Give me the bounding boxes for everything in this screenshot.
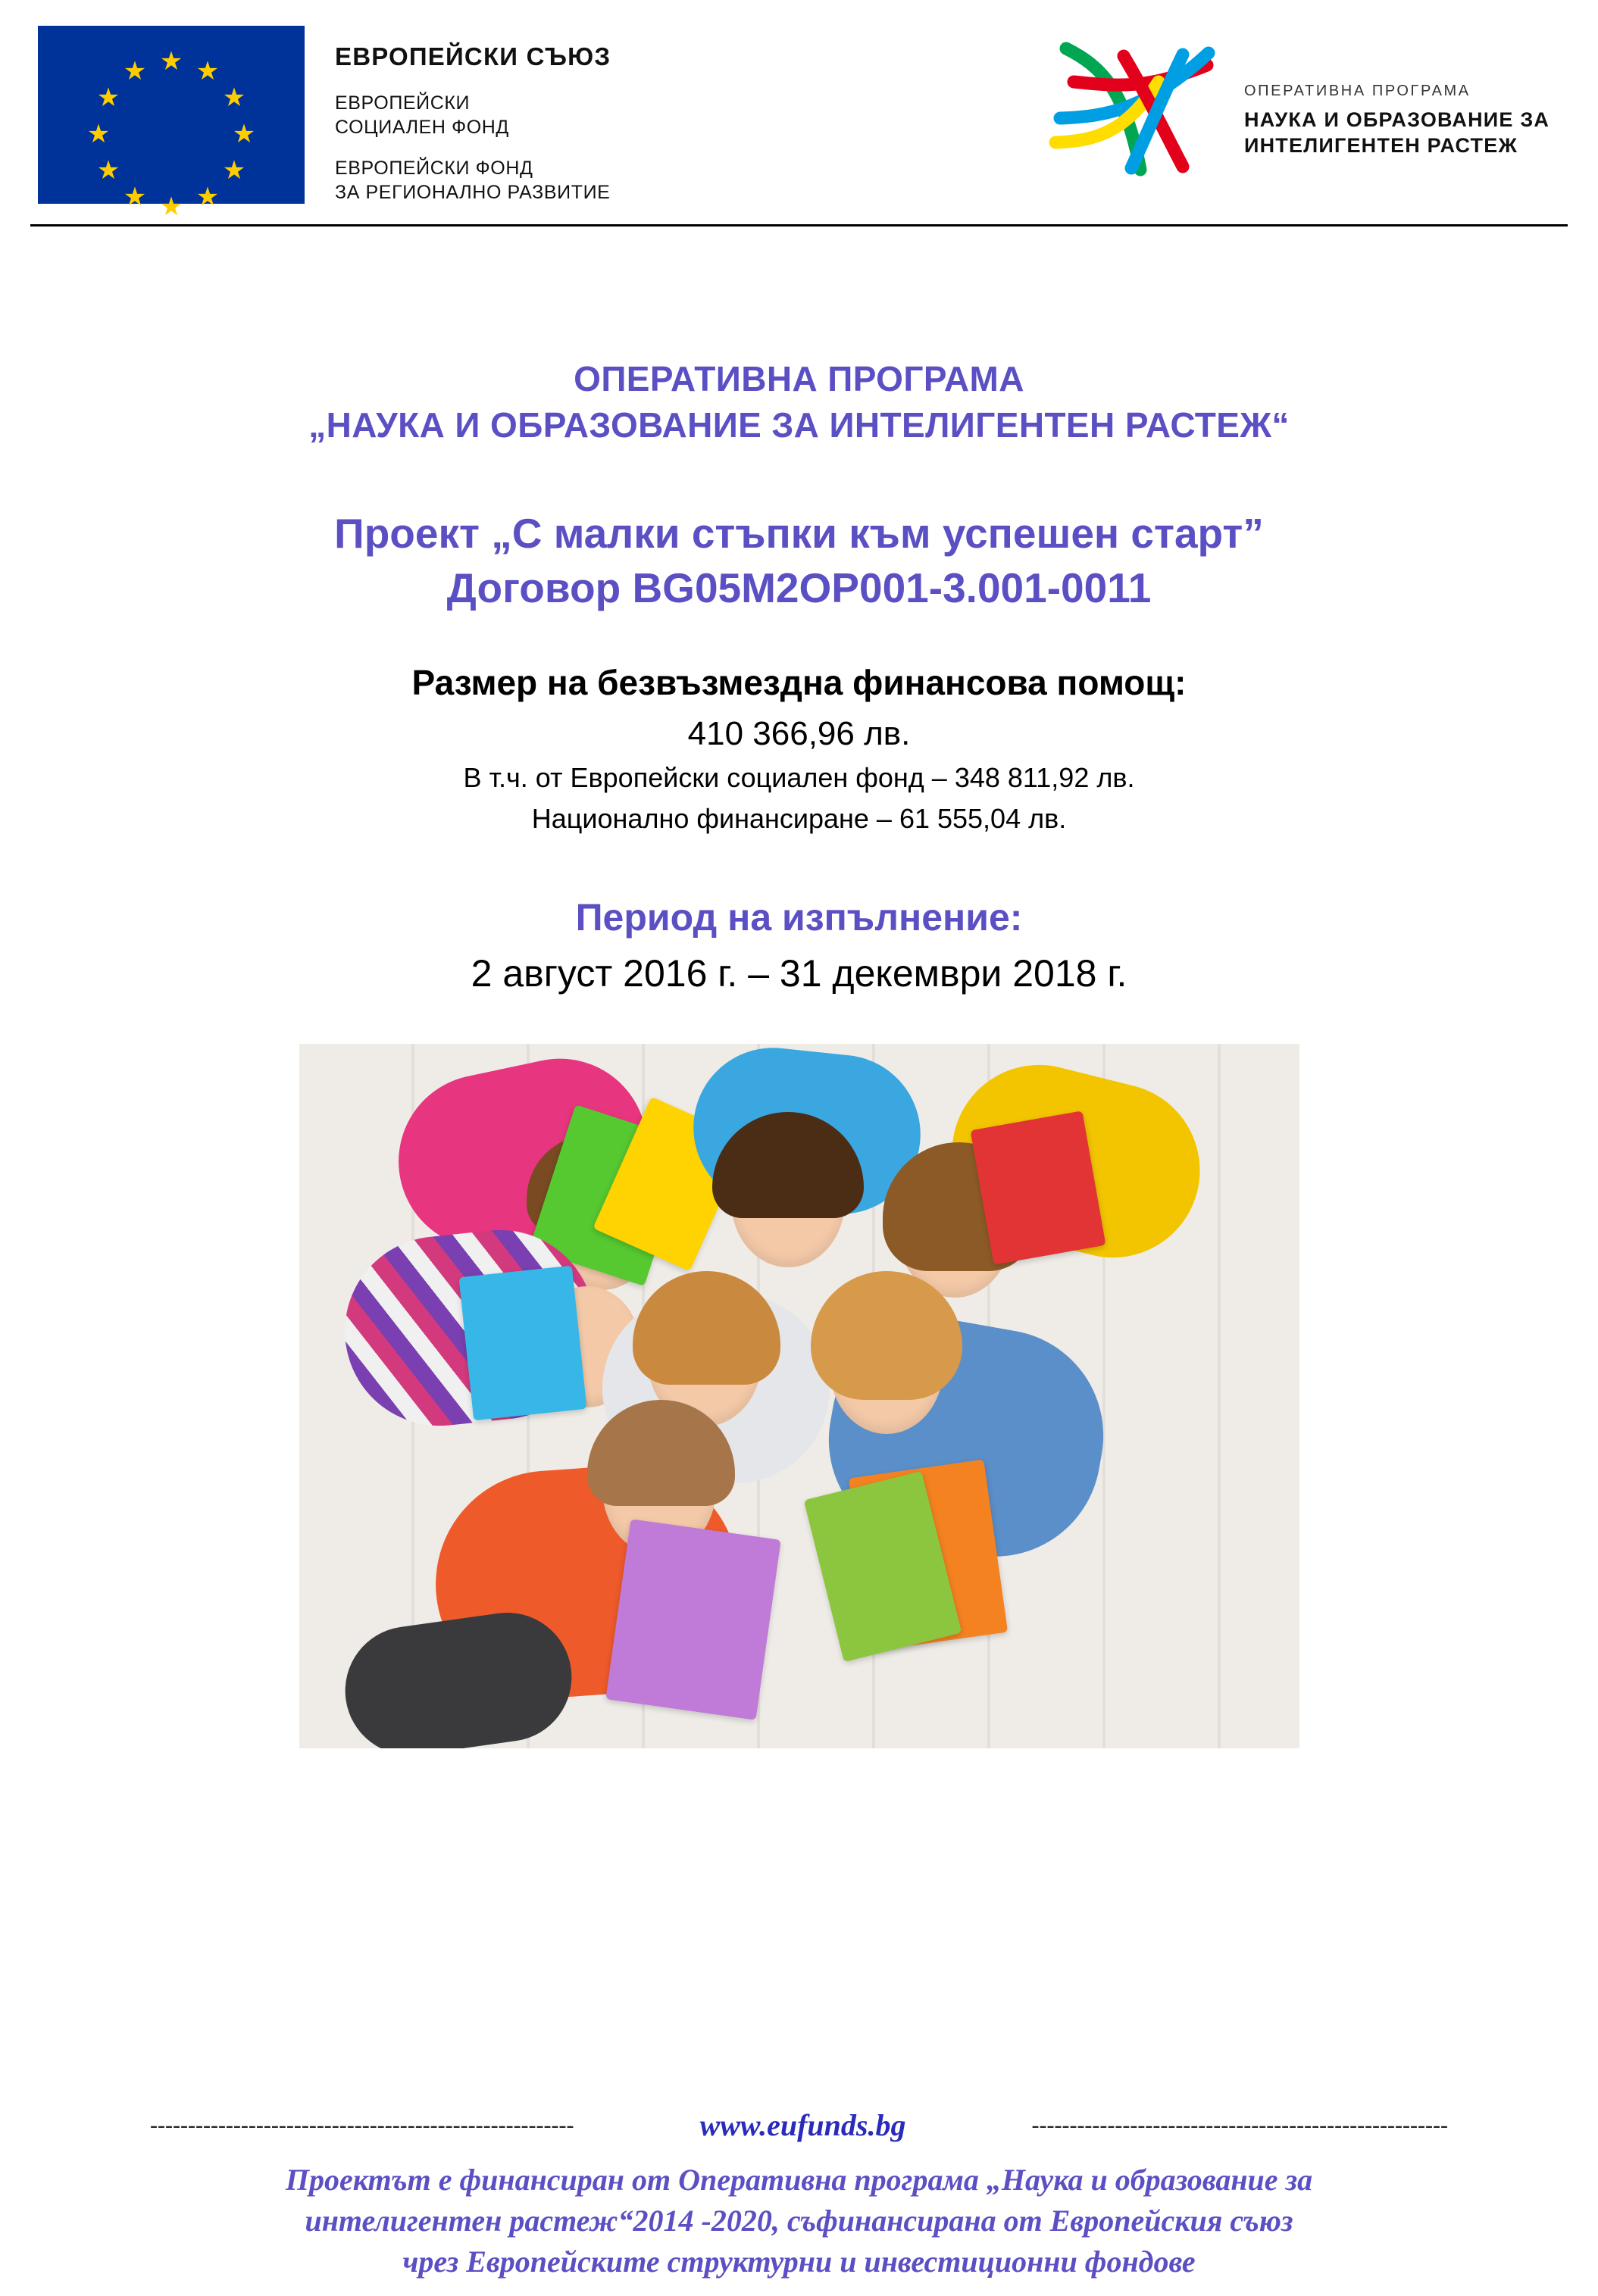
op-logo-title-line2: ИНТЕЛИГЕНТЕН РАСТЕЖ bbox=[1244, 134, 1518, 157]
eu-fund-erdf bbox=[335, 156, 611, 205]
op-ribbon-icon bbox=[1034, 36, 1227, 176]
eu-fund-erdf-line2: ЗА РЕГИОНАЛНО РАЗВИТИЕ bbox=[335, 182, 611, 203]
photo-book bbox=[458, 1266, 586, 1421]
period-value: 2 август 2016 г. – 31 декември 2018 г. bbox=[471, 952, 1127, 995]
document-header bbox=[0, 0, 1598, 227]
op-logo-title-line1: НАУКА И ОБРАЗОВАНИЕ ЗА bbox=[1244, 108, 1550, 132]
eu-emblem-block bbox=[38, 26, 611, 221]
grant-esf-line: В т.ч. от Европейски социален фонд – 348 811,92 лв. bbox=[463, 762, 1135, 794]
footer-note-line2: интелигентен растеж“2014 -2020, съфинансирана от Европейския съюз bbox=[305, 2204, 1293, 2238]
op-program-line1: ОПЕРАТИВНА ПРОГРАМА bbox=[574, 359, 1024, 398]
op-program-line2: „НАУКА И ОБРАЗОВАНИЕ ЗА ИНТЕЛИГЕНТЕН РАСТЕЖ“ bbox=[308, 405, 1290, 445]
project-name: Проект „С малки стъпки към успешен старт” bbox=[334, 510, 1264, 558]
footer-dashes-right: ------------------------------------------------------- bbox=[1031, 2112, 1448, 2138]
footer-website-link[interactable]: www.eufunds.bg bbox=[699, 2108, 906, 2142]
eu-title: ЕВРОПЕЙСКИ СЪЮЗ bbox=[335, 42, 611, 70]
op-program-heading bbox=[68, 356, 1530, 448]
main-content bbox=[0, 356, 1598, 1748]
document-footer bbox=[0, 2107, 1598, 2282]
header-divider bbox=[30, 224, 1568, 226]
grant-label: Размер на безвъзмездна финансова помощ: bbox=[411, 663, 1187, 703]
eu-emblem-text bbox=[335, 26, 611, 221]
grant-amount: 410 366,96 лв. bbox=[687, 715, 911, 753]
footer-note-line3: чрез Европейските структурни и инвестиционни фондове bbox=[402, 2244, 1196, 2279]
eu-fund-esf-line1: ЕВРОПЕЙСКИ bbox=[335, 92, 471, 114]
period-label: Период на изпълнение: bbox=[575, 896, 1023, 939]
eu-fund-erdf-line1: ЕВРОПЕЙСКИ ФОНД bbox=[335, 158, 533, 179]
eu-flag-icon: ★ ★ ★ ★ ★ ★ ★ ★ ★ ★ ★ ★ bbox=[38, 26, 305, 204]
children-photo bbox=[299, 1044, 1299, 1748]
eu-fund-esf-line2: СОЦИАЛЕН ФОНД bbox=[335, 117, 509, 138]
footer-funding-note bbox=[30, 2160, 1568, 2282]
eu-fund-esf bbox=[335, 91, 611, 139]
op-logo-subtitle: ОПЕРАТИВНА ПРОГРАМА bbox=[1244, 83, 1471, 100]
project-contract: Договор BG05M2OP001-3.001-0011 bbox=[446, 564, 1152, 611]
footer-note-line1: Проектът е финансиран от Оперативна програма „Наука и образование за bbox=[285, 2163, 1313, 2197]
photo-book bbox=[970, 1111, 1105, 1265]
op-logo-block bbox=[1034, 36, 1550, 176]
op-logo-text bbox=[1244, 54, 1550, 159]
grant-national-line: Национално финансиране – 61 555,04 лв. bbox=[531, 803, 1067, 835]
footer-dashes-left: -------------------------------------------------------- bbox=[150, 2112, 574, 2138]
footer-site-row bbox=[30, 2107, 1568, 2143]
photo-book bbox=[605, 1520, 780, 1720]
project-title bbox=[68, 507, 1530, 615]
